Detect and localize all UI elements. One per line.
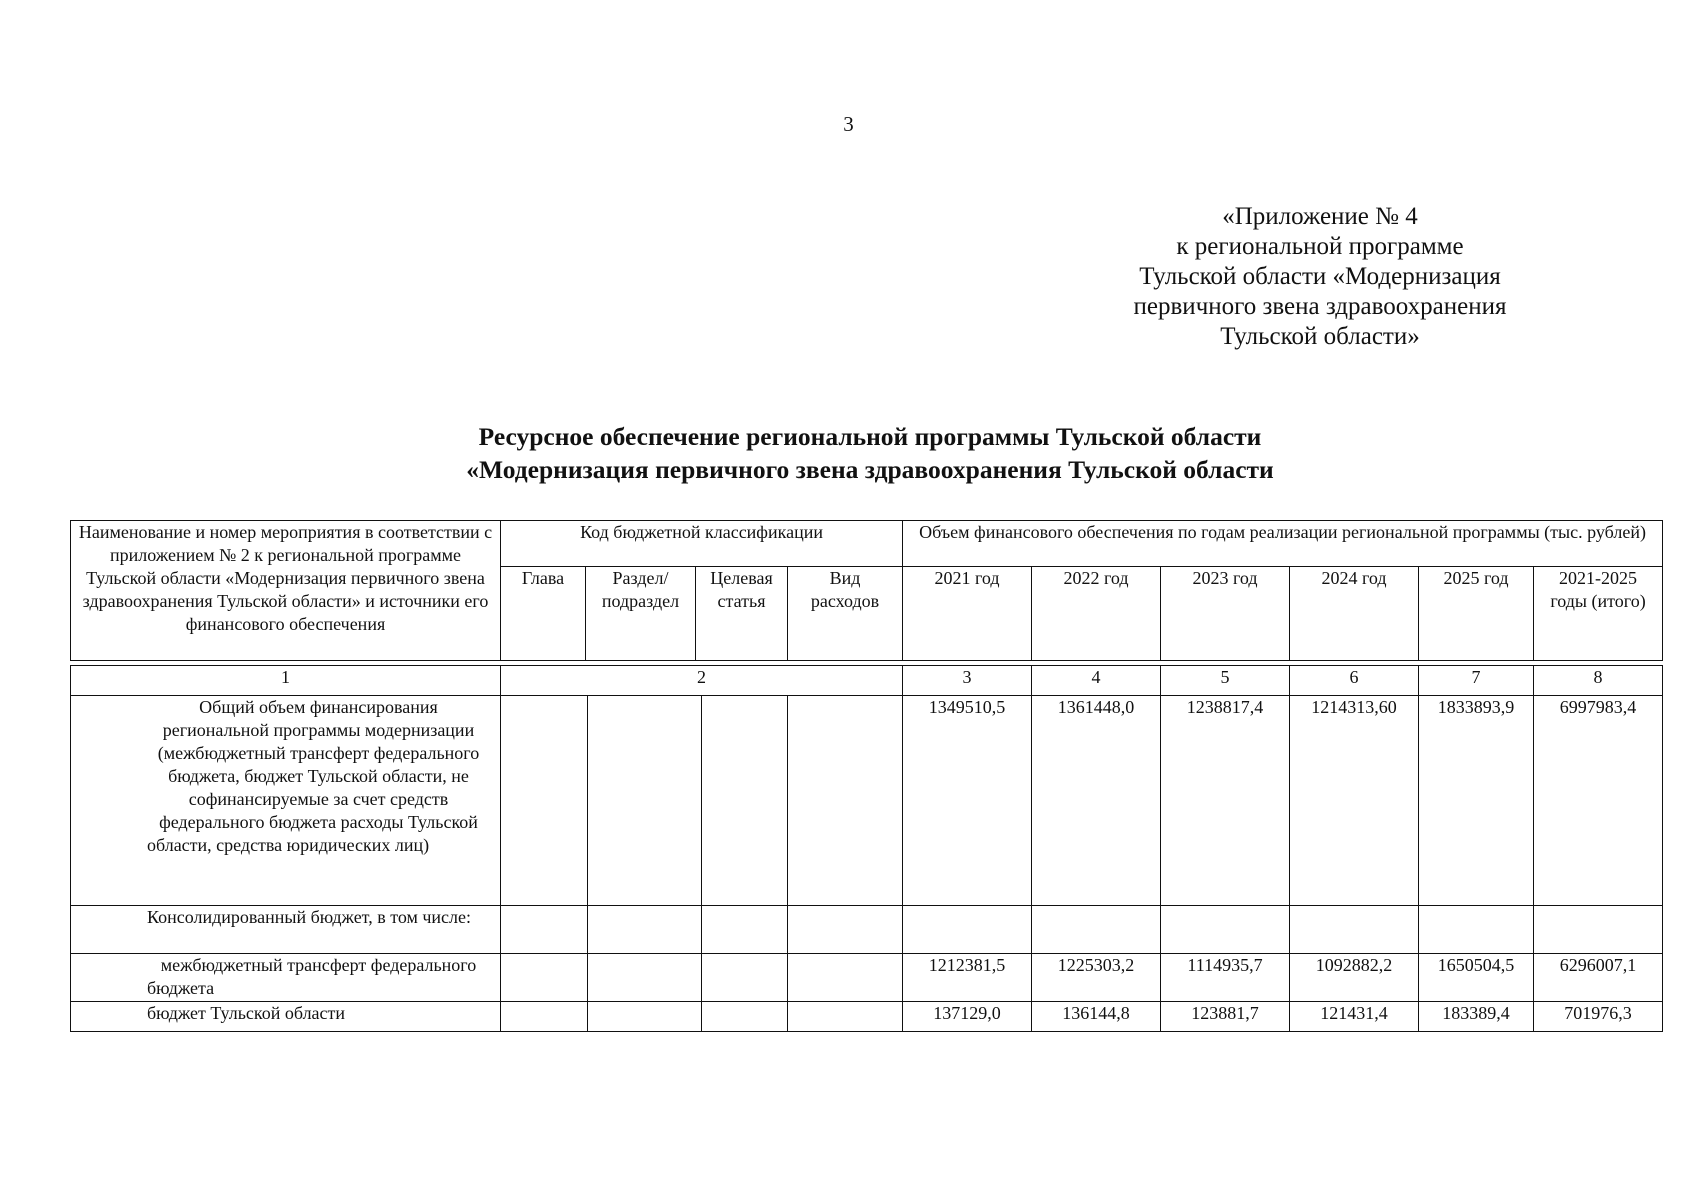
value-cell xyxy=(1419,906,1534,954)
table-body xyxy=(70,665,1663,1032)
value-cell: 6997983,4 xyxy=(1534,696,1663,906)
header-kbk-type: Вид расходов xyxy=(788,567,903,661)
value-cell xyxy=(1290,906,1419,954)
kbk-cell xyxy=(501,696,588,906)
col-number: 2 xyxy=(501,666,903,696)
appendix-header xyxy=(1080,202,1560,352)
header-kbk-section: Раздел/ подраздел xyxy=(586,567,696,661)
col-number: 8 xyxy=(1534,666,1663,696)
title-line-2: «Модернизация первичного звена здравоохранения Тульской области xyxy=(466,455,1274,484)
table-header xyxy=(70,520,1663,661)
table-row xyxy=(71,1002,1663,1032)
header-name-column: Наименование и номер мероприятия в соответствии с приложением № 2 к региональной программе Тульской области «Модернизация первичного звена здравоохранения Тульской области» и источники его финансового обеспечения xyxy=(71,521,501,661)
col-number: 7 xyxy=(1419,666,1534,696)
value-cell: 1225303,2 xyxy=(1032,954,1161,1002)
kbk-cell xyxy=(501,906,588,954)
page-number: 3 xyxy=(843,112,854,136)
title-line-1: Ресурсное обеспечение региональной программы Тульской области xyxy=(478,422,1262,451)
header-year-2024: 2024 год xyxy=(1290,567,1419,661)
value-cell: 1212381,5 xyxy=(903,954,1032,1002)
kbk-cell xyxy=(501,954,588,1002)
kbk-cell xyxy=(788,906,903,954)
value-cell: 1092882,2 xyxy=(1290,954,1419,1002)
header-year-total: 2021-2025 годы (итого) xyxy=(1534,567,1663,661)
value-cell: 1214313,60 xyxy=(1290,696,1419,906)
kbk-cell xyxy=(501,1002,588,1032)
value-cell: 1114935,7 xyxy=(1161,954,1290,1002)
value-cell xyxy=(1161,906,1290,954)
kbk-cell xyxy=(788,1002,903,1032)
kbk-cell xyxy=(788,696,903,906)
kbk-cell xyxy=(702,1002,788,1032)
kbk-cell xyxy=(588,1002,702,1032)
value-cell xyxy=(1534,906,1663,954)
col-number: 5 xyxy=(1161,666,1290,696)
value-cell xyxy=(903,906,1032,954)
header-year-2023: 2023 год xyxy=(1161,567,1290,661)
value-cell: 1650504,5 xyxy=(1419,954,1534,1002)
row-name: бюджет Тульской области xyxy=(71,1002,501,1032)
column-numbers-row xyxy=(71,666,1663,696)
value-cell: 121431,4 xyxy=(1290,1002,1419,1032)
kbk-cell xyxy=(588,954,702,1002)
row-name: Консолидированный бюджет, в том числе: xyxy=(71,906,501,954)
value-cell: 1349510,5 xyxy=(903,696,1032,906)
col-number: 6 xyxy=(1290,666,1419,696)
row-name: межбюджетный трансферт федерального бюджета xyxy=(71,954,501,1002)
value-cell: 701976,3 xyxy=(1534,1002,1663,1032)
kbk-cell xyxy=(588,696,702,906)
kbk-cell xyxy=(702,954,788,1002)
value-cell: 123881,7 xyxy=(1161,1002,1290,1032)
appendix-line: Тульской области» xyxy=(1220,323,1420,350)
header-kbk-chapter: Глава xyxy=(501,567,586,661)
header-year-2021: 2021 год xyxy=(903,567,1032,661)
row-name: Общий объем финансирования региональной программы модернизации (межбюджетный трансферт федерального бюджета, бюджет Тульской области, не софинансируемые за счет средств федерального бюджета расходы Тульской области, средства юридических лиц) xyxy=(71,696,501,906)
kbk-cell xyxy=(788,954,903,1002)
header-year-2025: 2025 год xyxy=(1419,567,1534,661)
appendix-line: «Приложение № 4 xyxy=(1222,203,1418,230)
kbk-cell xyxy=(702,906,788,954)
col-number: 4 xyxy=(1032,666,1161,696)
kbk-cell xyxy=(702,696,788,906)
appendix-line: первичного звена здравоохранения xyxy=(1133,293,1507,320)
value-cell: 1833893,9 xyxy=(1419,696,1534,906)
value-cell: 137129,0 xyxy=(903,1002,1032,1032)
appendix-line: к региональной программе xyxy=(1176,233,1464,260)
col-number: 3 xyxy=(903,666,1032,696)
header-volume: Объем финансового обеспечения по годам реализации региональной программы (тыс. рублей) xyxy=(903,521,1663,567)
col-number: 1 xyxy=(71,666,501,696)
document-title xyxy=(0,420,1697,486)
appendix-line: Тульской области «Модернизация xyxy=(1139,263,1501,290)
table-row xyxy=(71,954,1663,1002)
value-cell: 1238817,4 xyxy=(1161,696,1290,906)
value-cell xyxy=(1032,906,1161,954)
value-cell: 136144,8 xyxy=(1032,1002,1161,1032)
header-year-2022: 2022 год xyxy=(1032,567,1161,661)
value-cell: 6296007,1 xyxy=(1534,954,1663,1002)
value-cell: 183389,4 xyxy=(1419,1002,1534,1032)
table-row xyxy=(71,696,1663,906)
value-cell: 1361448,0 xyxy=(1032,696,1161,906)
header-kbk-target: Целевая статья xyxy=(696,567,788,661)
table-row xyxy=(71,906,1663,954)
kbk-cell xyxy=(588,906,702,954)
header-kbk: Код бюджетной классификации xyxy=(501,521,903,567)
